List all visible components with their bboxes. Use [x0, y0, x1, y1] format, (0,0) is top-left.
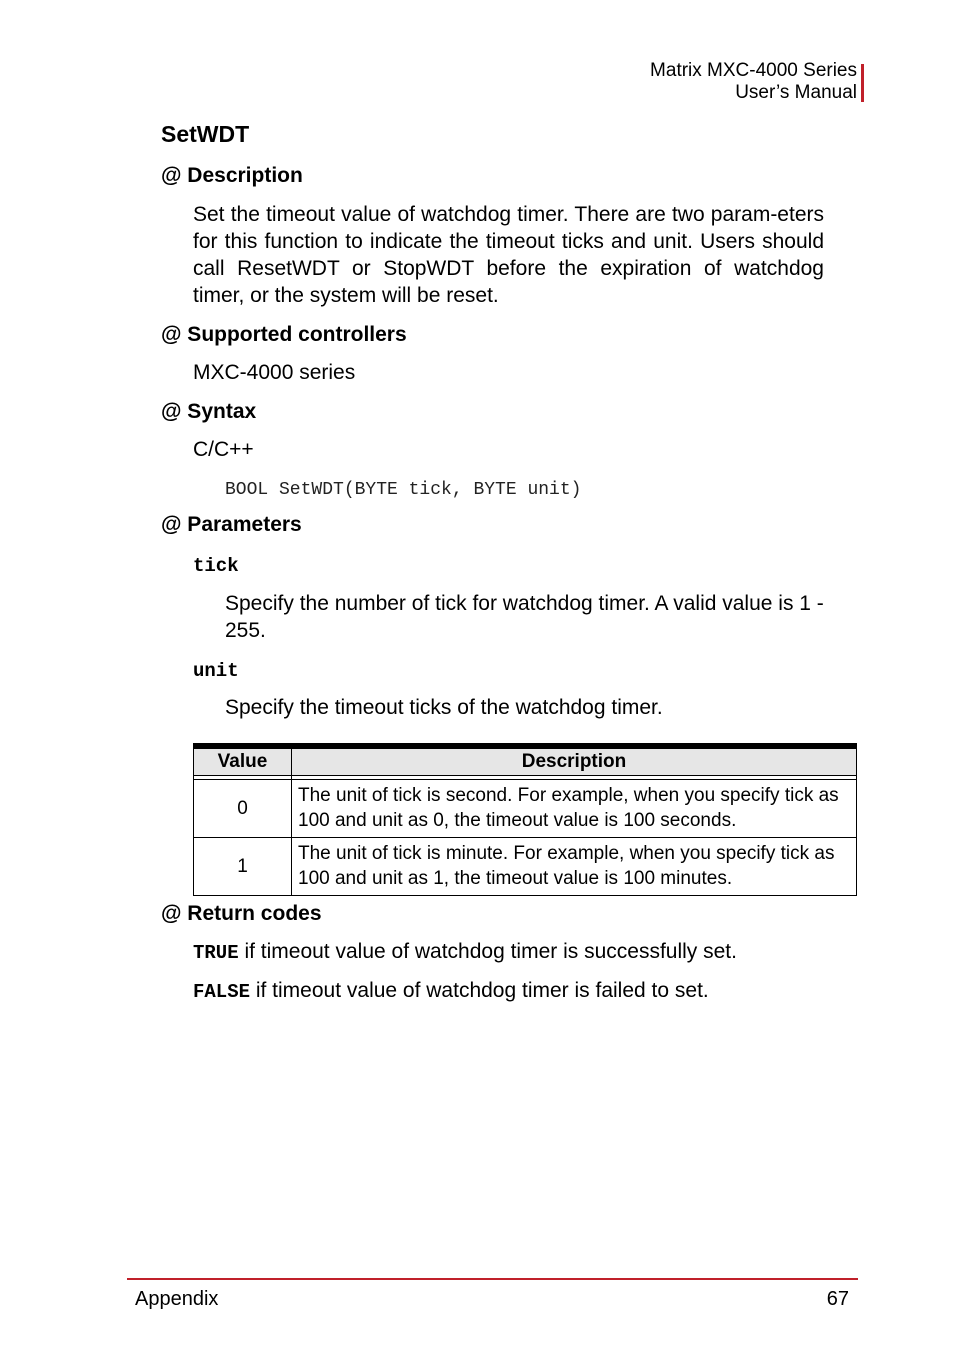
page-number: 67 — [826, 1288, 849, 1310]
table-cell-description: The unit of tick is second. For example, when you specify tick as 100 and unit as 0, the timeout value is 100 seconds. — [292, 780, 857, 838]
parameters-heading: @ Parameters — [161, 513, 302, 536]
header-manual: User’s Manual — [735, 82, 857, 103]
param-text-tick: Specify the number of tick for watchdog timer. A valid value is 1 - 255. — [225, 592, 824, 642]
table-row — [194, 780, 857, 838]
param-name-unit: unit — [193, 660, 239, 682]
table-cell-value: 0 — [194, 780, 292, 838]
param-name-tick: tick — [193, 555, 239, 577]
running-header — [650, 60, 857, 104]
return-code-false — [193, 979, 709, 1003]
function-title: SetWDT — [161, 121, 250, 147]
table-header-row — [194, 749, 857, 776]
table-header-description: Description — [292, 749, 857, 776]
return-code-false-label: FALSE — [193, 981, 251, 1003]
syntax-code: BOOL SetWDT(BYTE tick, BYTE unit) — [225, 480, 582, 500]
return-codes-heading: @ Return codes — [161, 902, 322, 925]
table-cell-value: 1 — [194, 838, 292, 896]
supported-text: MXC-4000 series — [193, 361, 356, 384]
table-header-value: Value — [194, 749, 292, 776]
supported-heading: @ Supported controllers — [161, 323, 407, 346]
description-heading: @ Description — [161, 164, 303, 187]
header-product: Matrix MXC-4000 Series — [650, 60, 857, 81]
syntax-language: C/C++ — [193, 438, 254, 461]
table-cell-description: The unit of tick is minute. For example, when you specify tick as 100 and unit as 1, the timeout value is 100 minutes. — [292, 838, 857, 896]
footer-section: Appendix — [135, 1288, 219, 1310]
param-text-unit: Specify the timeout ticks of the watchdog timer. — [225, 696, 663, 719]
return-code-true-text: if timeout value of watchdog timer is successfully set. — [238, 940, 737, 963]
return-code-true — [193, 940, 737, 964]
return-code-true-label: TRUE — [193, 942, 239, 964]
return-code-false-text: if timeout value of watchdog timer is failed to set. — [250, 979, 709, 1002]
unit-table — [193, 748, 857, 896]
footer-rule — [127, 1278, 858, 1280]
header-accent-bar — [861, 64, 864, 102]
syntax-heading: @ Syntax — [161, 400, 257, 423]
table-row — [194, 838, 857, 896]
description-text: Set the timeout value of watchdog timer. There are two param-eters for this function to indicate the timeout ticks and unit. Users should call ResetWDT or StopWDT before the expiration of watchdog timer, or the system will be reset. — [193, 203, 824, 307]
